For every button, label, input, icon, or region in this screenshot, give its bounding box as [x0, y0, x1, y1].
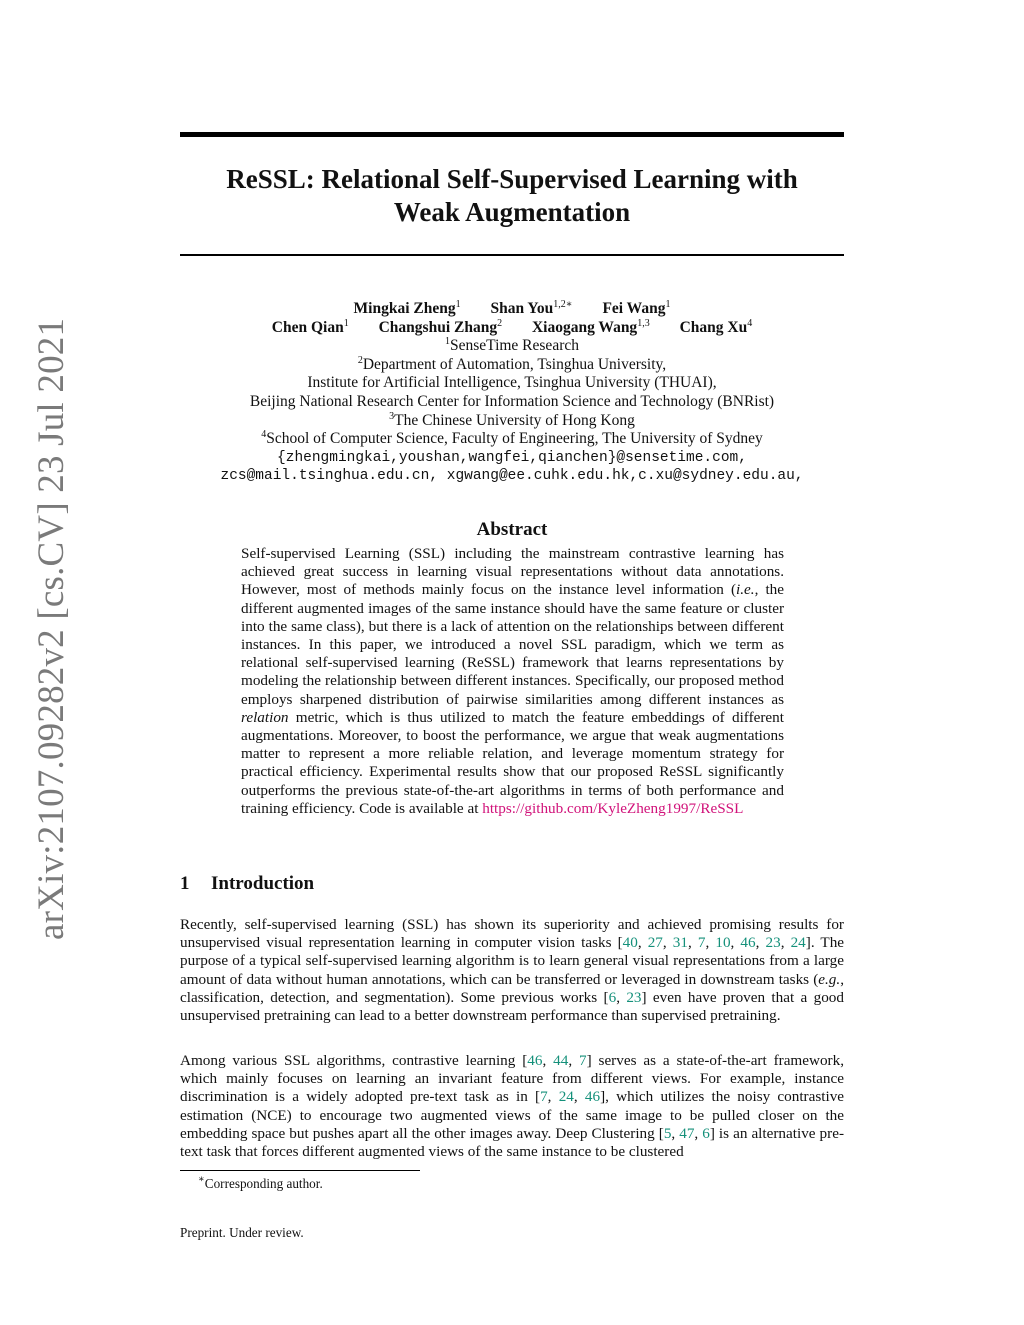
- author-name: Mingkai Zheng: [353, 300, 456, 317]
- intro-paragraph-1: Recently, self-supervised learning (SSL) has shown its superiority and achieved promising results for unsupervised visual representation learning in computer vision tasks [40, 27, 31, 7, 10, 46, 23, 24]. The purpose of a typical self-supervised learning algorithm is to learn general visual representations from a large amount of data without human annotations, which can be transferred or leveraged in downstream tasks (e.g., classification, detection, and segmentation). Some previous works [6, 23] even have proven that a good unsupervised pretraining can lead to a better downstream performance than supervised pretraining.: [180, 916, 845, 1025]
- citation-link[interactable]: 6: [702, 1124, 710, 1142]
- citation-link[interactable]: 24: [558, 1088, 574, 1106]
- paper-title: [180, 163, 844, 229]
- citation-link[interactable]: 40: [622, 934, 638, 952]
- author-name: Shan You: [490, 300, 554, 317]
- title-top-rule: [180, 132, 844, 137]
- preprint-footer: Preprint. Under review.: [180, 1225, 304, 1240]
- author-name: Changshui Zhang: [378, 318, 498, 336]
- citation-link[interactable]: 7: [697, 934, 706, 952]
- author-block: [150, 300, 874, 486]
- section-title: Introduction: [211, 873, 315, 894]
- section-number: 1: [180, 873, 190, 894]
- footnote-rule: [180, 1170, 420, 1171]
- arxiv-identifier-stamp: arXiv:2107.09282v2 [cs.CV] 23 Jul 2021: [31, 317, 72, 940]
- title-line-2: Weak Augmentation: [393, 197, 631, 227]
- author-name: Chang Xu: [679, 318, 748, 336]
- affiliation-3: $^3$The Chinese University of Hong Kong: [389, 410, 635, 429]
- citation-link[interactable]: 44: [553, 1052, 569, 1069]
- citation-link[interactable]: 7: [540, 1088, 548, 1106]
- citation-link[interactable]: 47: [679, 1124, 695, 1142]
- author-name: Fei Wang: [602, 300, 666, 317]
- citation-link[interactable]: 46: [527, 1052, 543, 1069]
- abstract-heading: Abstract: [476, 519, 548, 540]
- citation-link[interactable]: 23: [765, 934, 781, 952]
- author-row-1: Mingkai Zheng$^1$ Shan You$^{1,2∗}$ Fei Wang$^1$: [353, 299, 671, 317]
- citation-link[interactable]: 5: [663, 1124, 672, 1142]
- author-name: Chen Qian: [271, 318, 344, 336]
- code-link[interactable]: https://github.com/KyleZheng1997/ReSSL: [482, 799, 744, 817]
- citation-link[interactable]: 7: [579, 1052, 587, 1069]
- citation-link[interactable]: 46: [584, 1088, 601, 1106]
- citation-link[interactable]: 23: [626, 988, 642, 1006]
- citation-link[interactable]: 24: [790, 934, 806, 952]
- affiliation-2b: Institute for Artificial Intelligence, Tsinghua University (THUAI),: [307, 374, 717, 392]
- citation-link[interactable]: 27: [647, 934, 663, 952]
- intro-paragraph-2: Among various SSL algorithms, contrastive learning [46, 44, 7] serves as a state-of-the-art framework, which mainly focuses on learning an invariant feature from different views. For example, instance discrimination is a widely adopted pre-text task as in [7, 24, 46], which utilizes the noisy contrastive estimation (NCE) to encourage two augmented views of the same image to be pulled closer on the embedding space but pushes apart all the other images away. Deep Clustering [5, 47, 6] is an alternative pre-text task that forces different augmented views of the same instance to be clustered: [180, 1052, 845, 1161]
- email-line-1: {zhengmingkai,youshan,wangfei,qianchen}@sensetime.com,: [277, 449, 747, 466]
- section-heading-introduction: [180, 873, 314, 895]
- title-line-1: ReSSL: Relational Self-Supervised Learning with: [226, 164, 798, 194]
- affiliation-1: $^1$SenseTime Research: [444, 336, 579, 355]
- affiliation-4: $^4$School of Computer Science, Faculty of Engineering, The University of Sydney: [261, 429, 763, 448]
- author-row-2: Chen Qian$^1$ Changshui Zhang$^2$ Xiaogang Wang$^{1,3}$ Chang Xu$^4$: [271, 317, 753, 336]
- author-name: Xiaogang Wang: [531, 318, 638, 336]
- citation-link[interactable]: 10: [715, 934, 731, 952]
- affiliation-2c: Beijing National Research Center for Information Science and Technology (BNRist): [249, 392, 775, 410]
- footnote: ∗Corresponding author.: [198, 1174, 323, 1191]
- citation-link[interactable]: 31: [672, 934, 688, 952]
- abstract-body: Self-supervised Learning (SSL) including the mainstream contrastive learning has achieved great success in learning visual representations without data annotations. However, most of methods mainly focus on the instance level information (i.e., the different augmented images of the same instance should have the same feature or cluster into the same class), but there is a lack of attention on the relationships between different instances. In this paper, we introduced a novel SSL paradigm, which we term as relational self-supervised learning (ReSSL) framework that learns representations by modeling the relationship between different instances. Specifically, our proposed method employs sharpened distribution of pairwise similarities among different instances as relation metric, which is thus utilized to match the feature embeddings of different augmentations. Moreover, to boost the performance, we argue that weak augmentations matter to represent a more reliable relation, and leverage momentum strategy for practical efficiency. Experimental results show that our proposed ReSSL significantly outperforms the previous state-of-the-art algorithms in terms of both performance and training efficiency. Code is available at https://github.com/KyleZheng1997/ReSSL: [241, 545, 785, 817]
- citation-link[interactable]: 46: [740, 934, 756, 952]
- citation-link[interactable]: 6: [608, 988, 617, 1006]
- affiliation-2: $^2$Department of Automation, Tsinghua University,: [357, 354, 667, 373]
- title-bottom-rule: [180, 254, 844, 256]
- email-line-2: zcs@mail.tsinghua.edu.cn, xgwang@ee.cuhk.edu.hk,c.xu@sydney.edu.au,: [220, 468, 804, 485]
